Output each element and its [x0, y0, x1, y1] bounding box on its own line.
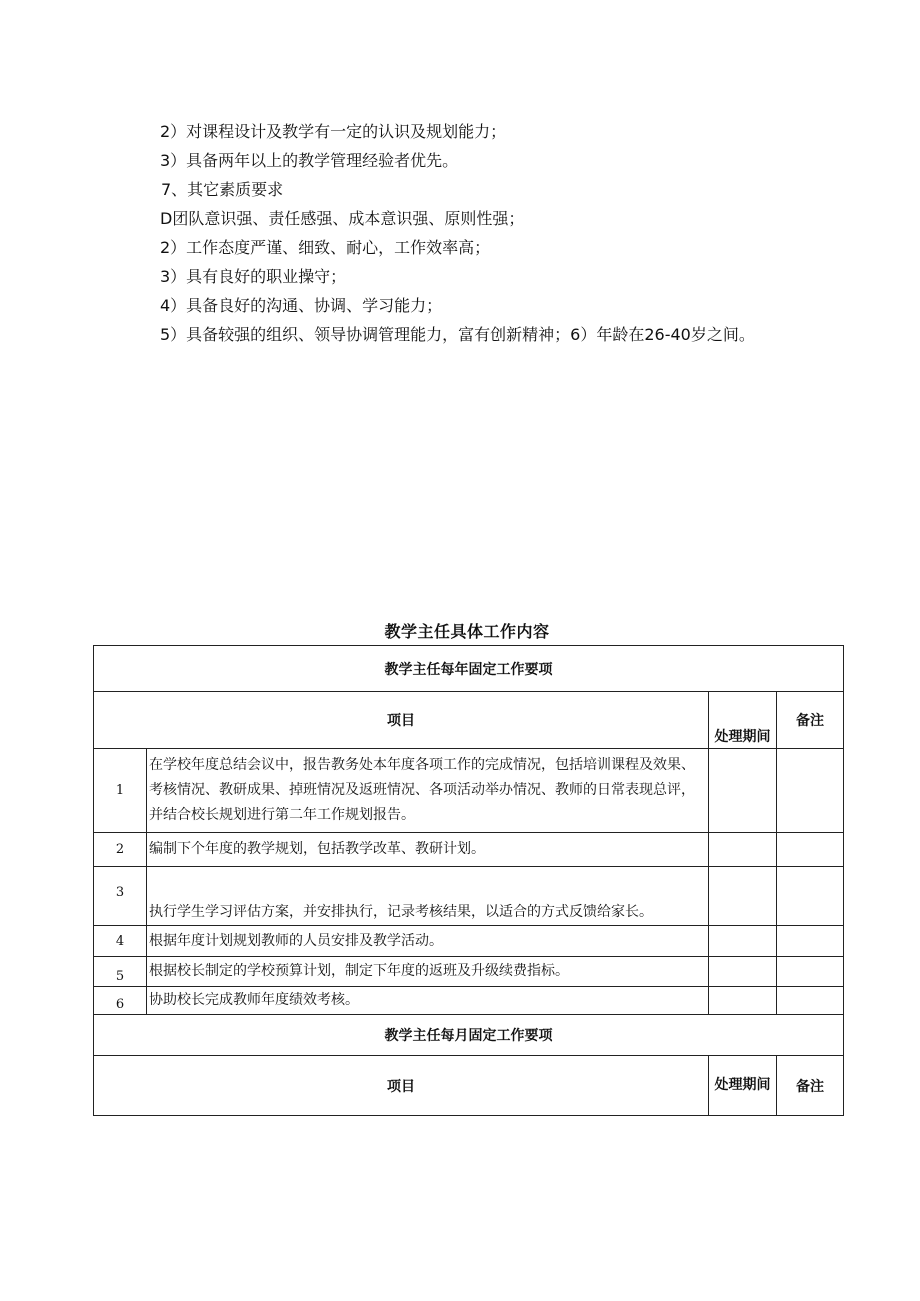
table-row	[94, 957, 844, 987]
row-remark-cell	[777, 867, 844, 926]
row-period-cell	[709, 833, 777, 867]
row-description: 根据年度计划规划教师的人员安排及教学活动。	[147, 926, 709, 957]
row-description: 在学校年度总结会议中，报告教务处本年度各项工作的完成情况，包括培训课程及效果、考核情况、教研成果、掉班情况及返班情况、各项活动举办情况、教师的日常表现总评，并结合校长规划进行第二年工作规划报告。	[147, 749, 709, 833]
row-period-cell	[709, 867, 777, 926]
work-content-table	[93, 645, 844, 1116]
requirement-line: 3）具备两年以上的教学管理经验者优先。	[160, 151, 459, 170]
row-number: 6	[94, 987, 147, 1015]
row-description: 编制下个年度的教学规划，包括教学改革、教研计划。	[147, 833, 709, 867]
row-period-cell	[709, 749, 777, 833]
column-header-period: 处理期间	[709, 1056, 777, 1116]
monthly-section-title: 教学主任每月固定工作要项	[94, 1015, 844, 1056]
requirement-line: 5）具备较强的组织、领导协调管理能力，富有创新精神；6）年龄在26-40岁之间。	[160, 325, 755, 344]
column-header-remark: 备注	[777, 1056, 844, 1116]
row-description: 协助校长完成教师年度绩效考核。	[147, 987, 709, 1015]
requirements-list	[160, 117, 755, 349]
row-number: 4	[94, 926, 147, 957]
row-remark-cell	[777, 957, 844, 987]
row-remark-cell	[777, 926, 844, 957]
requirement-line: 2）工作态度严谨、细致、耐心，工作效率高；	[160, 238, 491, 257]
requirement-section-heading: 7、其它素质要求	[161, 180, 284, 199]
row-number: 3	[94, 867, 147, 926]
yearly-section-title: 教学主任每年固定工作要项	[94, 646, 844, 692]
column-header-item: 项目	[94, 692, 709, 749]
table-row	[94, 833, 844, 867]
row-period-cell	[709, 926, 777, 957]
row-description: 根据校长制定的学校预算计划，制定下年度的返班及升级续费指标。	[147, 957, 709, 987]
column-header-remark: 备注	[777, 692, 844, 749]
row-remark-cell	[777, 987, 844, 1015]
table-row	[94, 867, 844, 926]
row-number: 5	[94, 957, 147, 987]
column-header-period: 处理期间	[709, 692, 777, 749]
row-period-cell	[709, 987, 777, 1015]
table-row	[94, 926, 844, 957]
row-remark-cell	[777, 833, 844, 867]
row-number: 1	[94, 749, 147, 833]
requirement-line: 2）对课程设计及教学有一定的认识及规划能力；	[160, 122, 507, 141]
requirement-line: 4）具备良好的沟通、协调、学习能力；	[160, 296, 443, 315]
table-row	[94, 987, 844, 1015]
column-header-item: 项目	[94, 1056, 709, 1116]
table-title: 教学主任具体工作内容	[384, 622, 550, 641]
row-number: 2	[94, 833, 147, 867]
row-description: 执行学生学习评估方案，并安排执行，记录考核结果，以适合的方式反馈给家长。	[147, 867, 709, 926]
table-row	[94, 749, 844, 833]
requirement-line: D团队意识强、责任感强、成本意识强、原则性强；	[160, 209, 525, 228]
requirement-line: 3）具有良好的职业操守；	[160, 267, 347, 286]
row-remark-cell	[777, 749, 844, 833]
row-period-cell	[709, 957, 777, 987]
